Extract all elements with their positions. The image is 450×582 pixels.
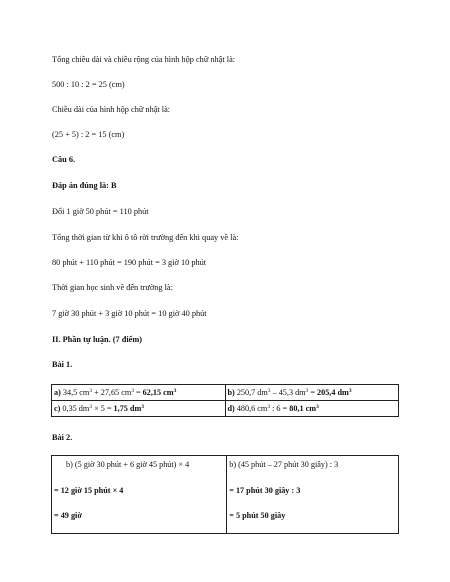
text-line: Chiều dài của hình hộp chữ nhật là:: [52, 105, 171, 114]
text-line: Tổng thời gian từ khi ô tô rời trường đến khi quay về là:: [52, 233, 239, 242]
bai1-cell-d: d) 480,6 $cm^3$ : 6 = 80,1 $cm^3$: [225, 401, 399, 417]
bai1-cell-c: c) 0,35 $dm^3 \times 5 = 1,75$ $dm^3$: [52, 401, 226, 417]
text-line: Thời gian học sinh về đến trường là:: [52, 283, 173, 292]
text-line: Tổng chiều dài và chiều rộng của hình hộp chữ nhật là:: [52, 55, 236, 64]
exercise-heading: Bài 2.: [52, 433, 73, 442]
bai1-cell-b: b) 250,7 $dm^3 - 45,3$ $dm^3 = 205,4$ $dm^3$: [225, 385, 399, 401]
bai2-left-line3: = 49 giờ: [54, 511, 82, 520]
answer-line: Đáp án đúng là: B: [52, 181, 117, 190]
bai2-right-line1: b) (45 phút – 27 phút 30 giây) : 3: [229, 460, 339, 469]
bai2-cell-right: [227, 456, 399, 534]
text-line: (25 + 5) : 2 = 15 (cm): [52, 130, 125, 139]
bai1-cell-a: a) 34,5 $cm^3 + 27,65$ $cm^3 = 62,15$ $cm^3$: [52, 385, 226, 401]
bai2-left-line1: b) (5 giờ 30 phút + 6 giờ 45 phút) × 4: [66, 460, 190, 469]
question-heading: Câu 6.: [52, 155, 76, 164]
text-line: 7 giờ 30 phút + 3 giờ 10 phút = 10 giờ 40 phút: [52, 309, 207, 318]
text-line: 500 : 10 : 2 = 25 (cm): [52, 80, 125, 89]
exercise-heading: Bài 1.: [52, 360, 73, 369]
bai2-cell-left: [52, 456, 227, 534]
bai1-table: [51, 384, 399, 417]
section-heading: II. Phần tự luận. (7 điểm): [52, 335, 143, 344]
bai2-right-line2: = 17 phút 30 giây : 3: [229, 486, 301, 495]
text-line: Đổi 1 giờ 50 phút = 110 phút: [52, 207, 149, 216]
bai2-right-line3: = 5 phút 50 giây: [229, 511, 286, 520]
bai2-table: [51, 455, 399, 534]
bai2-left-line2: = 12 giờ 15 phút × 4: [54, 486, 124, 495]
text-line: 80 phút + 110 phút = 190 phút = 3 giờ 10 phút: [52, 258, 207, 267]
